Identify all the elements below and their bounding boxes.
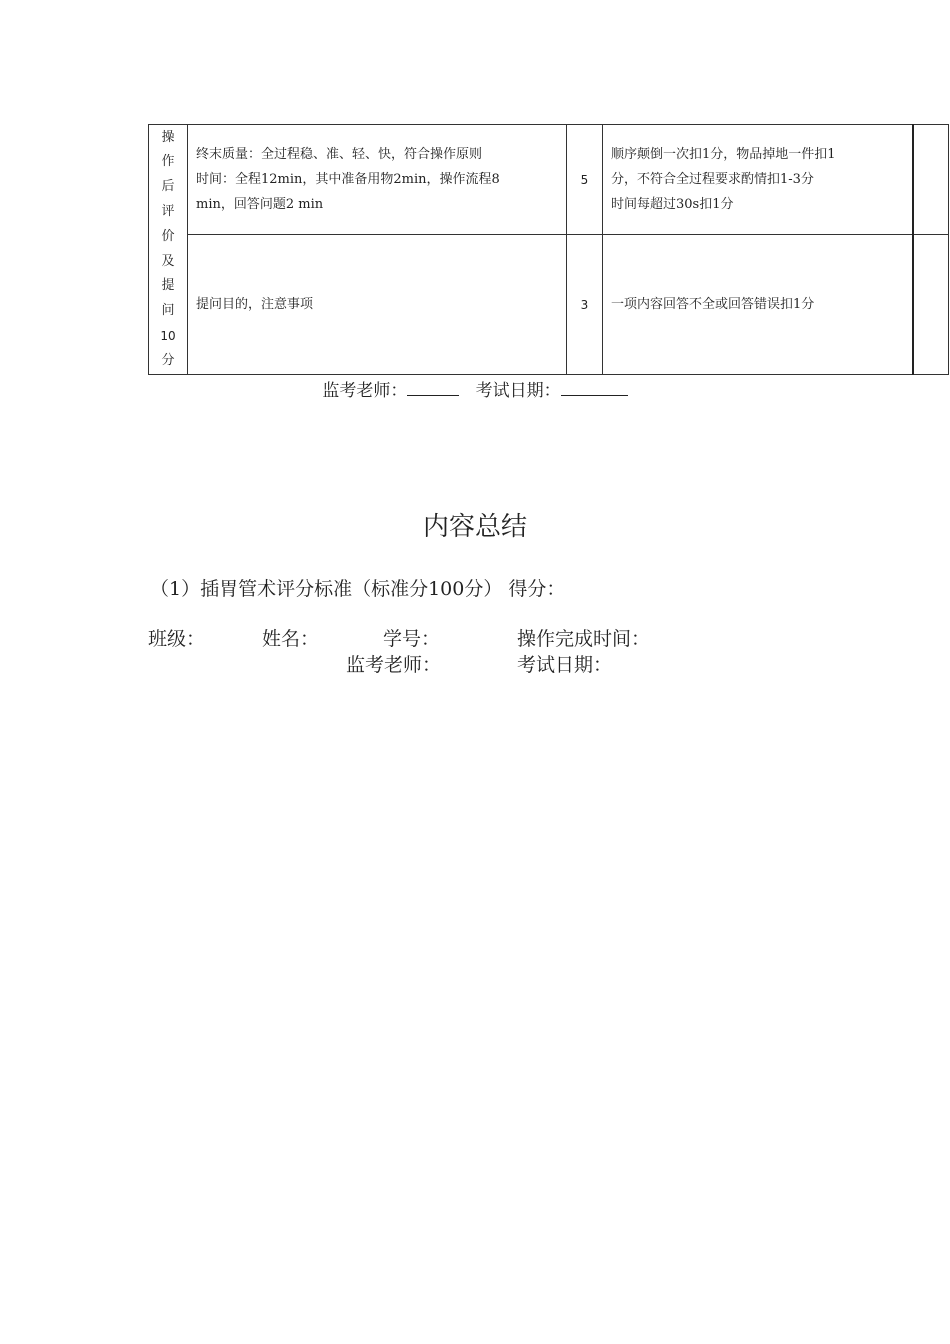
completion-time-label: 操作完成时间： xyxy=(517,628,651,650)
summary-title: 内容总结 xyxy=(422,512,527,542)
date-label: 考试日期： xyxy=(475,381,561,401)
content-line: min，回答问题2 min xyxy=(196,197,324,212)
teacher-label: 监考老师： xyxy=(322,381,408,401)
category-char: 后 xyxy=(161,179,175,195)
category-char: 10 xyxy=(160,328,176,343)
category-cell xyxy=(149,125,188,375)
blank-cell xyxy=(913,125,949,235)
signature-line xyxy=(0,376,950,401)
category-char: 操 xyxy=(161,129,175,145)
class-label: 班级： xyxy=(148,628,206,650)
score-cell: 3 xyxy=(567,235,603,375)
scoring-table xyxy=(148,124,949,375)
teacher-blank[interactable] xyxy=(407,379,459,396)
category-char: 提 xyxy=(161,278,175,294)
deduction-line: 分，不符合全过程要求酌情扣1-3分 xyxy=(611,172,814,187)
deduction-cell xyxy=(603,125,914,235)
category-char: 评 xyxy=(161,203,175,219)
name-label: 姓名： xyxy=(262,628,320,650)
content-line: 提问目的，注意事项 xyxy=(196,297,314,312)
deduction-line: 一项内容回答不全或回答错误扣1分 xyxy=(611,297,815,312)
student-id-label: 学号： xyxy=(383,628,441,650)
content-line: 终末质量：全过程稳、准、轻、快，符合操作原则 xyxy=(196,147,483,162)
deduction-cell xyxy=(603,235,914,375)
table-row xyxy=(149,125,949,235)
deduction-line: 顺序颠倒一次扣1分，物品掉地一件扣1 xyxy=(611,147,836,162)
table-row xyxy=(149,235,949,375)
category-char: 价 xyxy=(161,228,175,244)
blank-cell xyxy=(913,235,949,375)
category-char: 问 xyxy=(161,303,175,319)
content-cell xyxy=(188,125,567,235)
summary-subtitle: （1）插胃管术评分标准（标准分100分） 得分： xyxy=(150,578,566,600)
content-cell xyxy=(188,235,567,375)
category-char: 及 xyxy=(161,253,175,269)
teacher-label-2: 监考老师： xyxy=(346,654,442,676)
score-cell: 5 xyxy=(567,125,603,235)
deduction-line: 时间每超过30s扣1分 xyxy=(611,197,734,212)
category-char: 作 xyxy=(161,154,175,170)
content-line: 时间：全程12min，其中准备用物2min，操作流程8 xyxy=(196,172,500,187)
date-blank[interactable] xyxy=(561,379,628,396)
category-char: 分 xyxy=(161,352,175,368)
date-label-2: 考试日期： xyxy=(517,654,613,676)
